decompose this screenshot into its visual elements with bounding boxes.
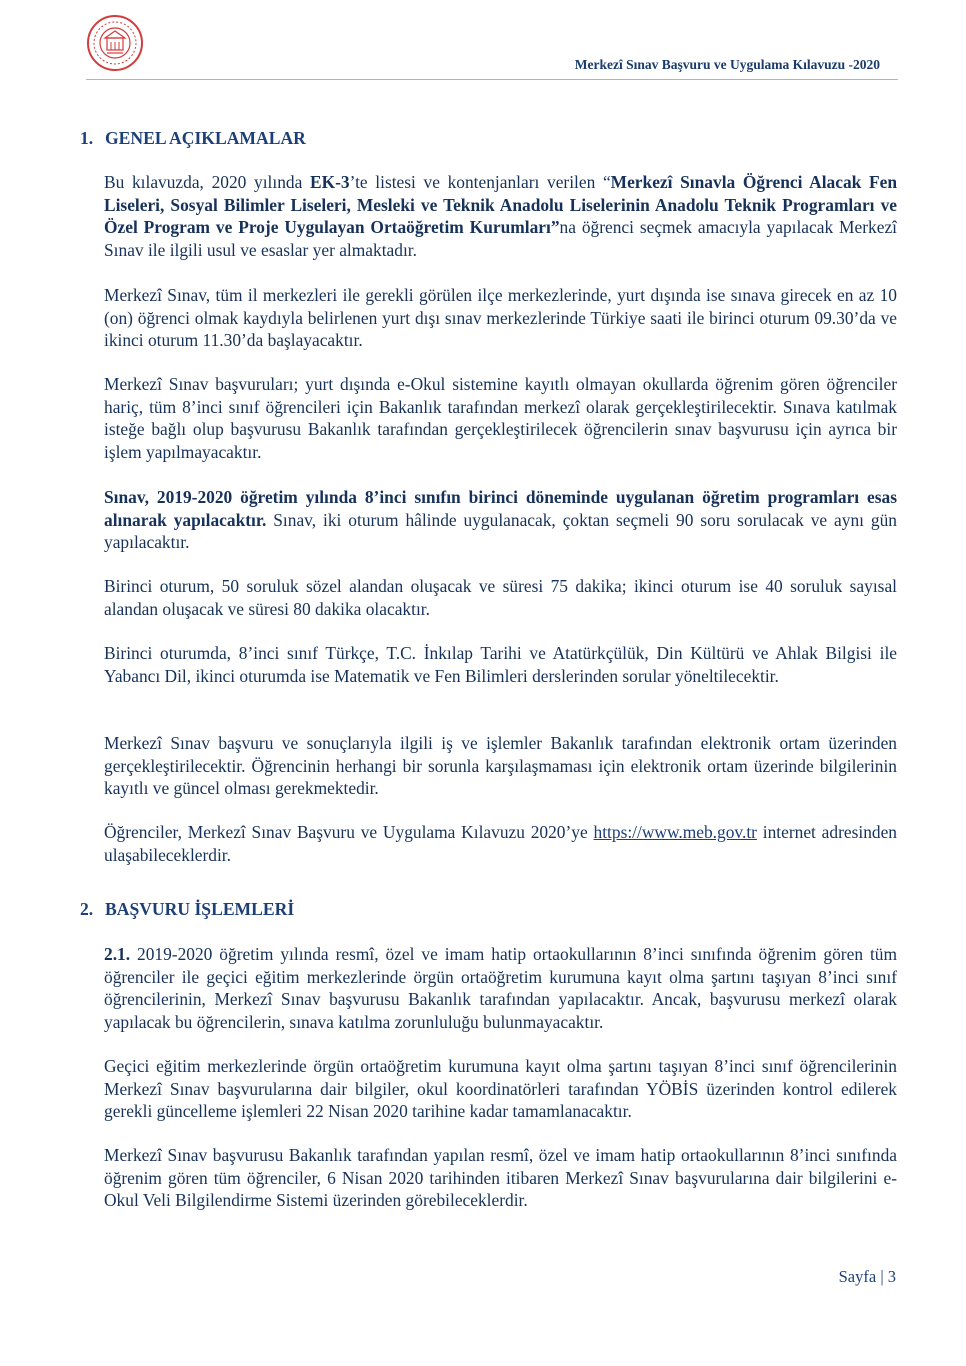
section-1-number: 1. <box>80 128 94 148</box>
meb-website-link[interactable]: https://www.meb.gov.tr <box>593 822 757 842</box>
s2-p2-text: Geçici eğitim merkezlerinde örgün ortaöğretim kurumuna kayıt olma şartını taşıyan 8’inci sınıf öğrencilerinin Merkezî Sınav başvurularına dair bilgiler, okul koordinatörleri tarafından YÖBİS üzerinden kontrol edilerek gerekli güncelleme işlemleri 22 Nisan 2020 tarihine kadar tamamlanacaktır. <box>104 1056 897 1122</box>
s2-p3-text: Merkezî Sınav başvurusu Bakanlık tarafından yapılan resmî, özel ve imam hatip ortaokullarının 8’inci sınıfında öğrenim gören tüm öğrenciler, 6 Nisan 2020 tarihinden itibaren Merkezî Sınav başvurularına dair bilgilerini e-Okul Veli Bilgilendirme Sistemi üzerinden görebileceklerdir. <box>104 1145 897 1211</box>
header-divider <box>86 79 898 80</box>
section-1-paragraph-1 <box>104 171 897 261</box>
p2-text: Merkezî Sınav, tüm il merkezleri ile gerekli görülen ilçe merkezlerinde, yurt dışında ise sınava girecek en az 10 (on) öğrenci olmak kaydıyla belirlenen yurt dışı sınav merkezlerinde Türkiye saati ile birinci oturum 09.30’da ve ikinci oturum 11.30’da başlayacaktır. <box>104 285 897 351</box>
section-1-paragraph-2 <box>104 284 897 352</box>
p6-text: Birinci oturumda, 8’inci sınıf Türkçe, T.C. İnkılap Tarihi ve Atatürkçülük, Din Kültürü ve Ahlak Bilgisi ile Yabancı Dil, ikinci oturumda ise Matematik ve Fen Bilimleri derslerinden sorular yöneltilecektir. <box>104 643 897 686</box>
section-1-paragraph-6 <box>104 642 897 687</box>
section-1-paragraph-3 <box>104 373 897 463</box>
section-2-title: BAŞVURU İŞLEMLERİ <box>105 899 295 919</box>
section-1-paragraph-4 <box>104 486 897 554</box>
institution-list: Merkezî Sınavla Öğrenci Alacak Fen Liseleri, Sosyal Bilimler Liseleri, Mesleki ve Teknik Anadolu Liselerinin Anadolu Teknik Programları ve Özel Program ve Proje Uygulayan Ortaöğretim Kurumları” <box>104 172 897 238</box>
p8-text-before: Öğrenciler, Merkezî Sınav Başvuru ve Uygulama Kılavuzu 2020’ye <box>104 822 594 842</box>
section-2-paragraph-2 <box>104 1055 897 1123</box>
ek3-reference: EK-3 <box>309 172 350 192</box>
section-2-heading <box>80 899 294 920</box>
subsection-number: 2.1. <box>104 944 131 964</box>
p3-text: Merkezî Sınav başvuruları; yurt dışında e-Okul sistemine kayıtlı olmayan okullarda öğrenim gören öğrenciler hariç, tüm 8’inci sınıf öğrencileri için Bakanlık tarafından merkezî olarak gerçekleştirilecektir. Sınava katılmak isteğe bağlı olup başvurusu Bakanlık tarafından gerçekleştirilecek öğrencilerin sınav başvurusu için ayrıca bir işlem yapılmayacaktır. <box>104 374 897 462</box>
p1-text-c: ’te listesi ve kontenjanları verilen “ <box>349 172 611 192</box>
p4-text: Sınav, iki oturum hâlinde uygulanacak, çoktan seçmeli 90 soru sorulacak ve aynı gün yapılacaktır. <box>104 509 897 553</box>
p1-text-a: Bu kılavuzda, 2020 yılında <box>104 172 310 192</box>
page-number: Sayfa | 3 <box>838 1267 896 1286</box>
section-1-heading <box>80 128 306 149</box>
p8-text-after: internet adresinden ulaşabileceklerdir. <box>104 822 897 865</box>
section-1-title: GENEL AÇIKLAMALAR <box>105 128 306 148</box>
p1-text-e: na öğrenci seçmek amacıyla yapılacak Merkezî Sınav ile ilgili usul ve esaslar yer almaktadır. <box>104 217 897 260</box>
section-1-paragraph-7 <box>104 732 897 800</box>
section-1-paragraph-5 <box>104 575 897 620</box>
s2-p1-text: 2019-2020 öğretim yılında resmî, özel ve imam hatip ortaokullarının 8’inci sınıfında öğrenim gören tüm öğrenciler ile geçici eğitim merkezlerinde örgün ortaöğretim kurumuna kayıt olma şartını taşıyan 8’inci sınıf öğrencilerinin, Merkezî Sınav başvurusu Bakanlık tarafından yapılacaktır. Ancak, başvurusu merkezî olarak yapılacak bu öğrencilerin, sınava katılma zorunluluğu bulunmayacaktır. <box>104 944 897 1032</box>
section-2-number: 2. <box>80 899 94 919</box>
section-2-paragraph-1 <box>104 943 897 1033</box>
p4-bold-text: Sınav, 2019-2020 öğretim yılında 8’inci sınıfın birinci döneminde uygulanan öğretim programları esas alınarak yapılacaktır. <box>104 487 897 530</box>
p7-text: Merkezî Sınav başvuru ve sonuçlarıyla ilgili iş ve işlemler Bakanlık tarafından elektronik ortam üzerinden gerçekleştirilecektir. Öğrencinin herhangi bir sorunla karşılaşmaması için elektronik ortam üzerinde bilgilerinin kayıtlı ve güncel olması gerekmektedir. <box>104 733 897 799</box>
header-title: Merkezî Sınav Başvuru ve Uygulama Kılavuzu -2020 <box>574 57 880 72</box>
section-2-paragraph-3 <box>104 1144 897 1212</box>
section-1-paragraph-8 <box>104 821 897 866</box>
meb-seal-icon <box>86 14 144 72</box>
p5-text: Birinci oturum, 50 soruluk sözel alandan oluşacak ve süresi 75 dakika; ikinci oturum ise 40 soruluk sayısal alandan oluşacak ve süresi 80 dakika olacaktır. <box>104 576 897 619</box>
